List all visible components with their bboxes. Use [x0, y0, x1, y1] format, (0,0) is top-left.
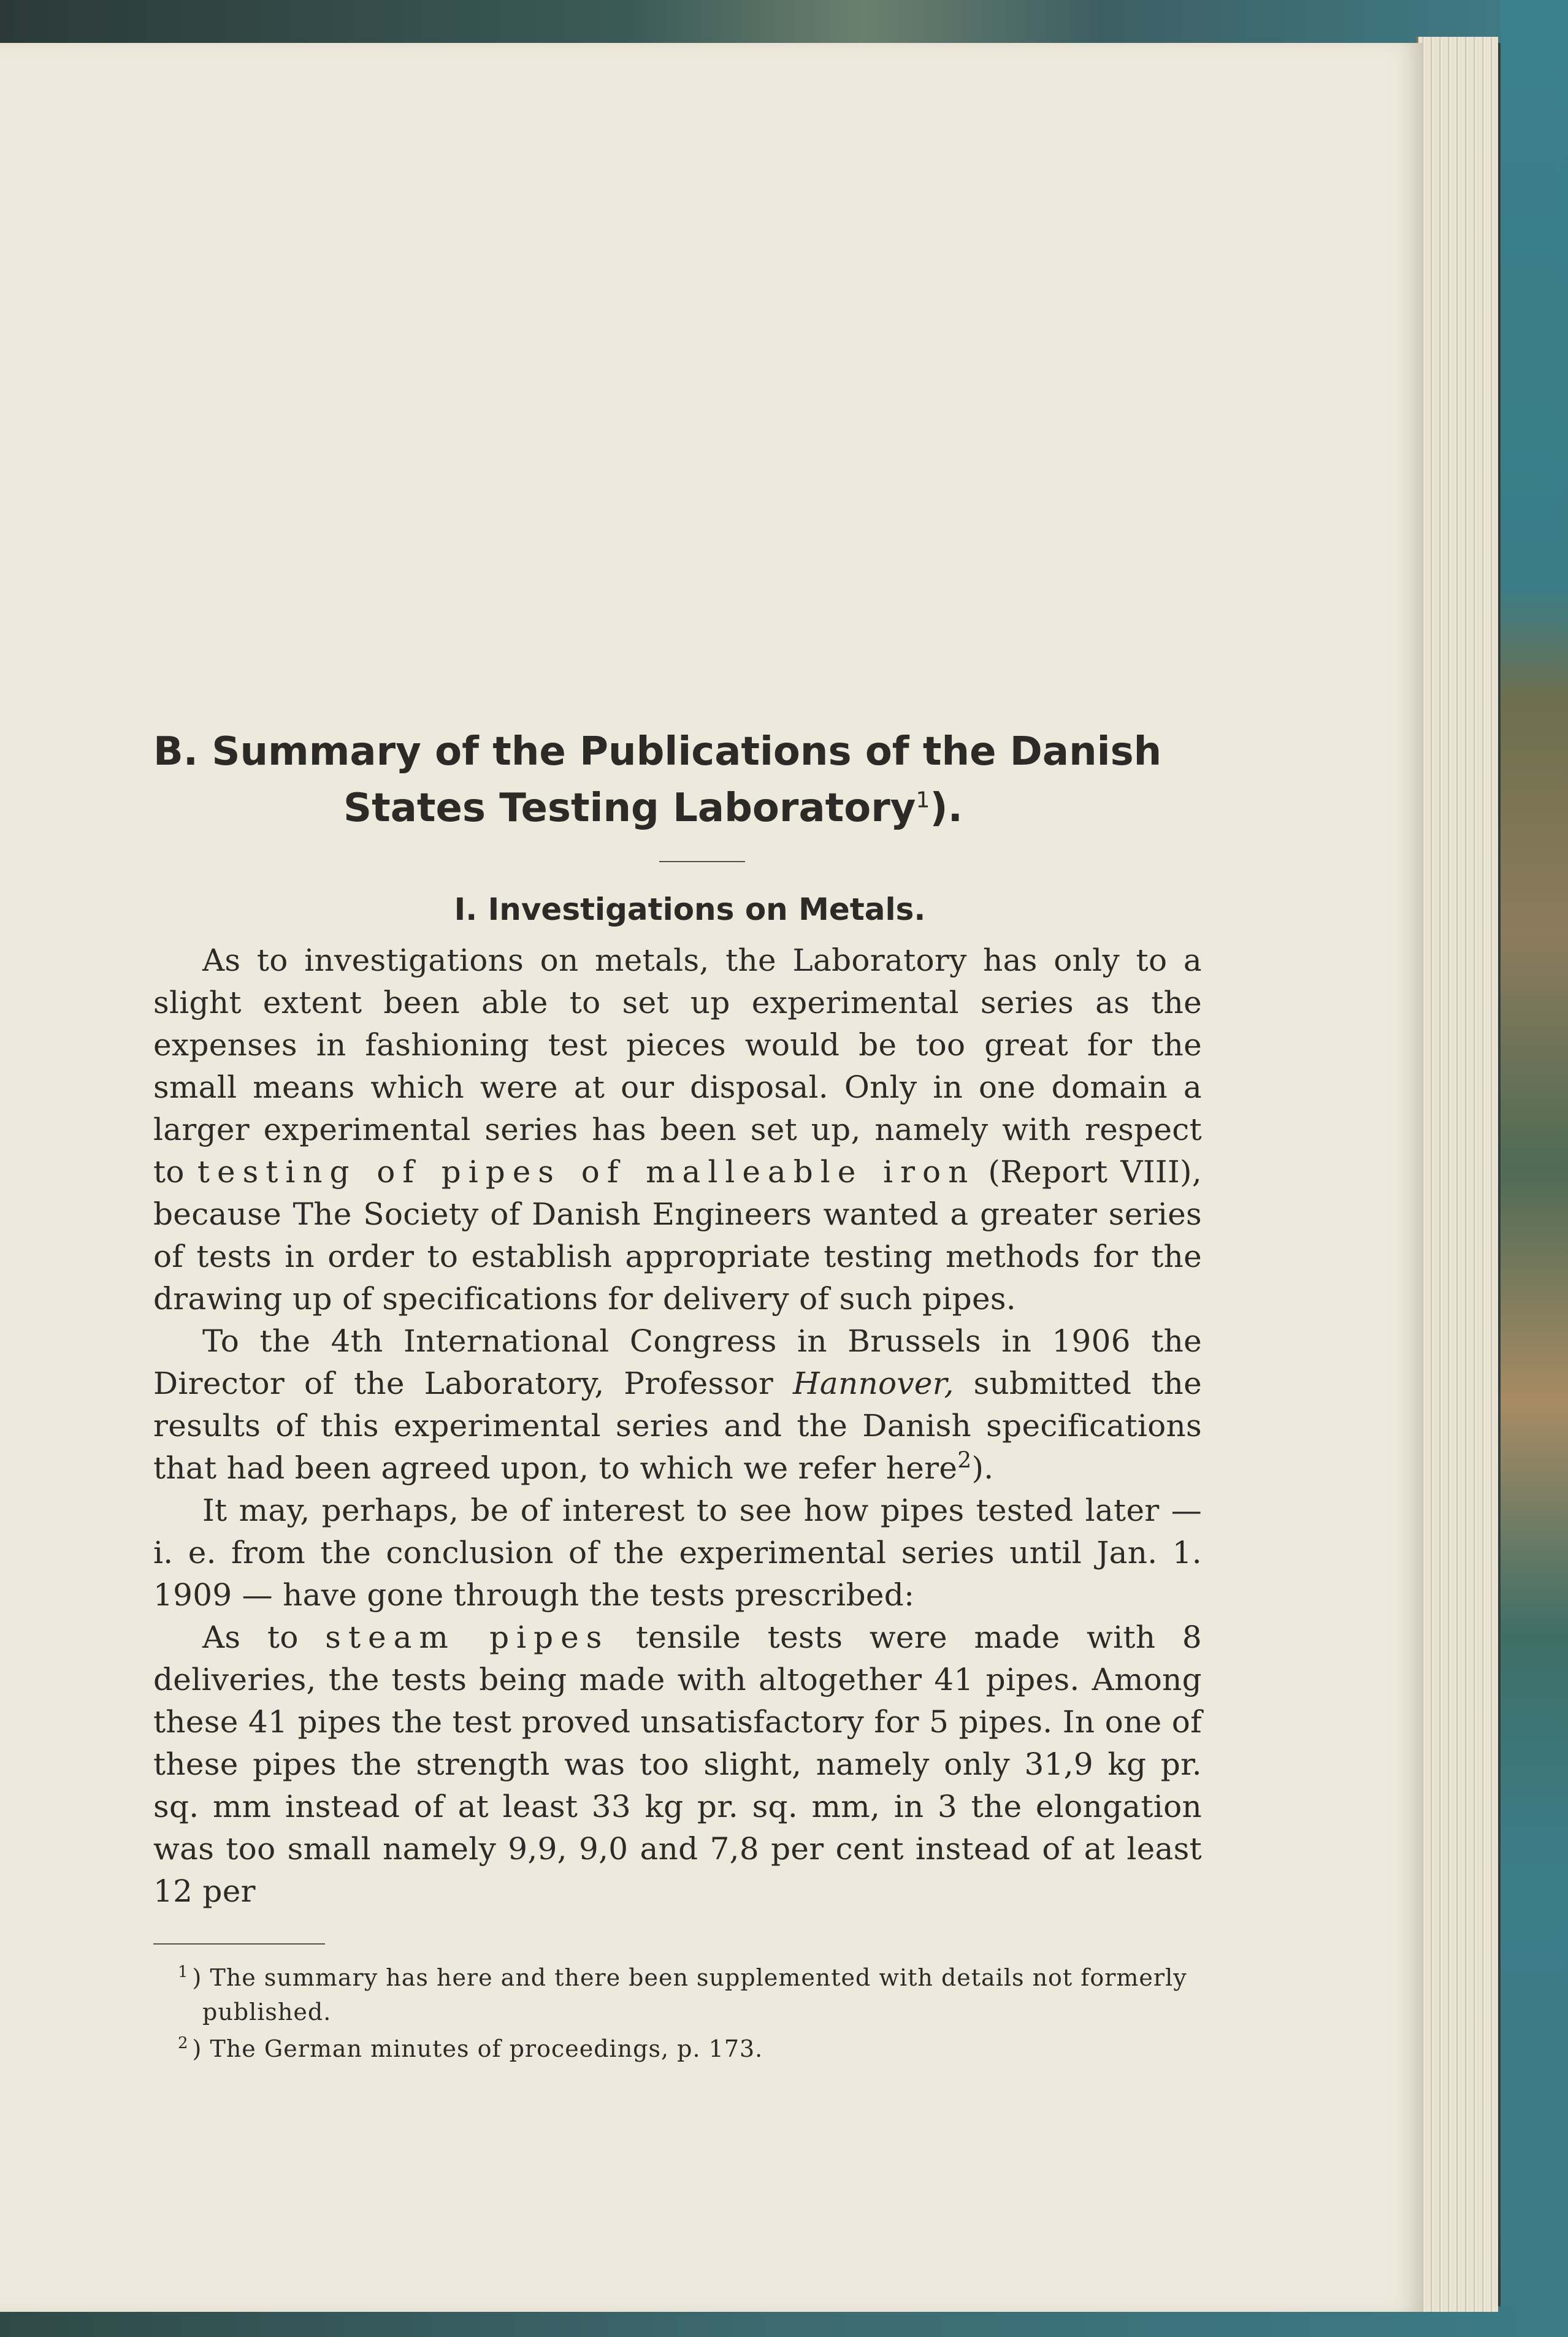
section-heading: I. Investigations on Metals. [454, 892, 926, 927]
paragraph-2 [153, 1320, 1202, 1490]
paragraph-2-text-a: To the 4th International Congress in Brussels in 1906 the Director of the Laboratory, Professor [153, 1323, 1202, 1401]
footnote-ref-1: 1 [916, 787, 930, 813]
page-edges [1417, 37, 1498, 2312]
paragraph-4-text-a: As to [202, 1620, 326, 1655]
footnote-ref-2: 2 [957, 1448, 972, 1474]
footnote-divider [153, 1943, 325, 1945]
paragraph-1 [153, 939, 1202, 1320]
page-content [153, 687, 1202, 2068]
chapter-title-line2 [153, 780, 1202, 836]
footnote-2-text: The German minutes of proceedings, p. 173. [210, 2035, 763, 2062]
footnote-1-mark: 1 [178, 1963, 189, 1982]
title-divider [659, 861, 745, 862]
paragraph-2-text-c: ). [971, 1450, 994, 1486]
footnote-2-mark-close: ) [192, 2035, 202, 2062]
paragraph-2-text-b: submitted the results of this experimental series and the Danish specifications that had been agreed upon, to which we refer here [153, 1366, 1202, 1486]
paragraph-4 [153, 1616, 1202, 1913]
paragraph-4-spaced: steam pipes [325, 1620, 610, 1655]
body-text [153, 939, 1202, 1913]
footnote-1-text: The summary has here and there been supplemented with details not formerly published. [202, 1964, 1187, 2025]
paragraph-4-text-b: tensile tests were made with 8 deliveries, the tests being made with altogether 41 pipes. Among these 41 pipes the test proved unsatisfactory for 5 pipes. In one of these pipes the strength was too slight, namely only 31,9 kg pr. sq. mm instead of at least 33 kg pr. sq. mm, in 3 the elongation was too small namely 9,9, 9,0 and 7,8 per cent instead of at least 12 per [153, 1620, 1202, 1909]
book-page [0, 43, 1423, 2312]
chapter-title-end: ). [930, 786, 963, 831]
chapter-title-line1: B. Summary of the Publications of the Danish [153, 729, 1162, 775]
footnote-1 [153, 1960, 1202, 2029]
footnote-2-mark: 2 [178, 2034, 189, 2053]
paragraph-1-text-b: (Report VIII), because The Society of Danish Engineers wanted a greater series of tests in order to establish appropriate testing methods for the drawing up of specifications for delivery of such pipes. [153, 1154, 1202, 1317]
paragraph-1-text-a: As to investigations on metals, the Laboratory has only to a slight extent been able to set up experimental series as the expenses in fashioning test pieces would be too great for the small means which were at our disposal. Only in one domain a larger experimental series has been set up, namely with respect to [153, 943, 1202, 1190]
chapter-title [153, 724, 1202, 836]
paragraph-1-spaced: testing of pipes of malleable iron [197, 1154, 976, 1190]
footnote-1-mark-close: ) [192, 1964, 202, 1991]
footnote-2 [153, 2032, 1202, 2066]
book-cover-top [0, 0, 1568, 43]
chapter-title-text: States Testing Laboratory [343, 786, 916, 831]
paragraph-2-italic: Hannover, [792, 1366, 954, 1401]
book-cover-right [1501, 0, 1568, 2337]
paragraph-3: It may, perhaps, be of interest to see how pipes tested later — i. e. from the conclusion of the experimental series until Jan. 1. 1909 — have gone through the tests prescribed: [153, 1493, 1202, 1613]
